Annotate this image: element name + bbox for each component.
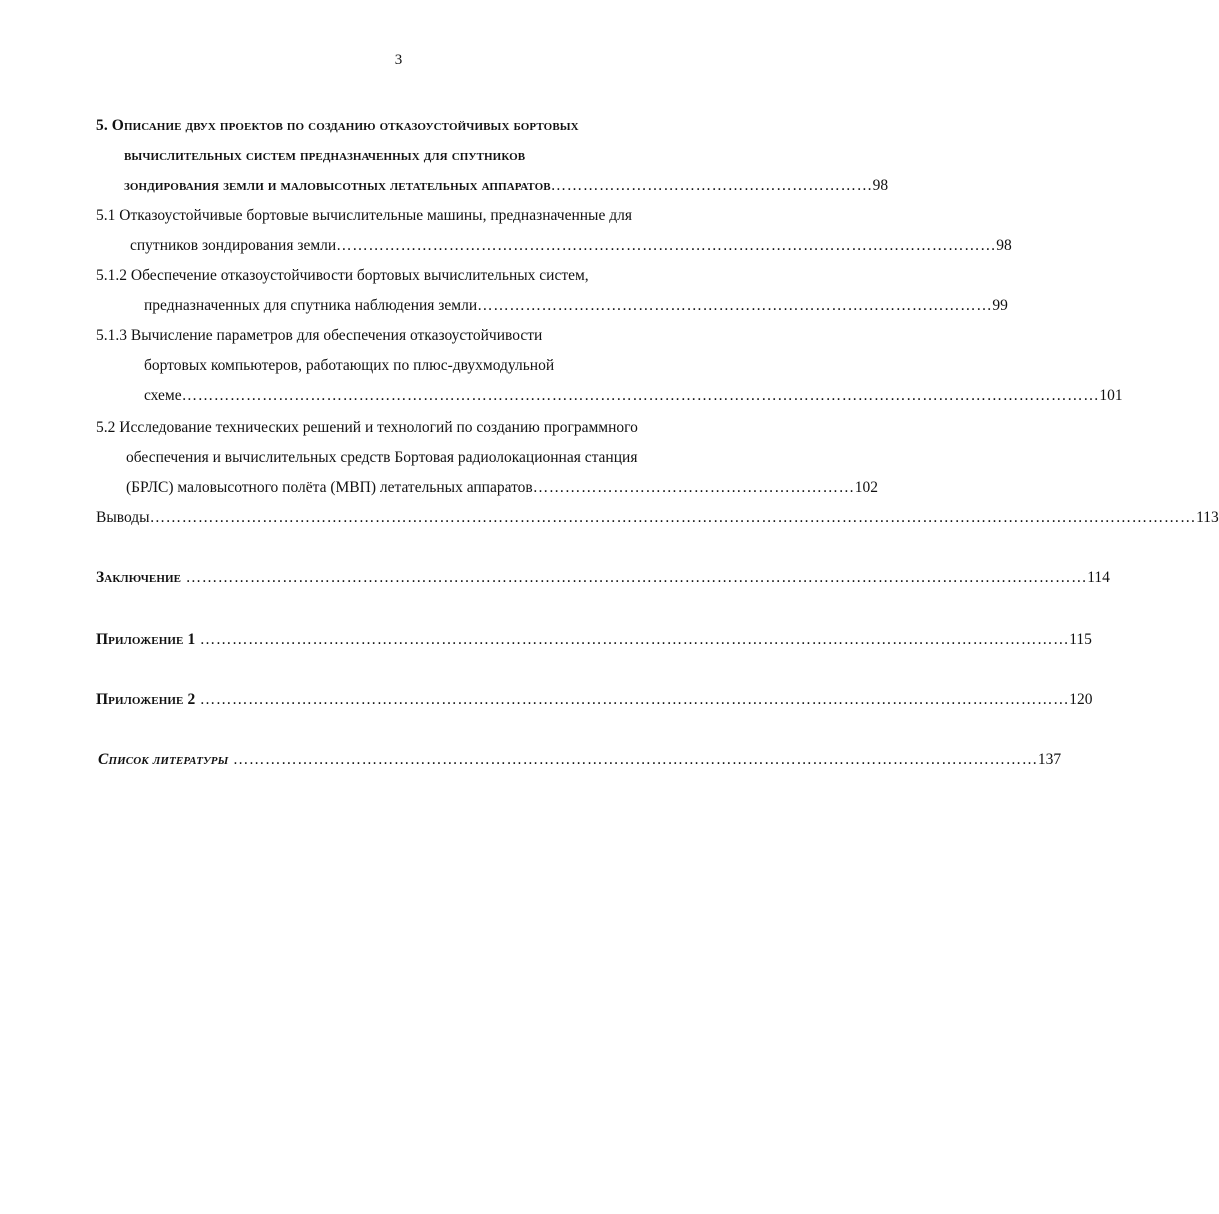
toc-s5-1-page: 98: [996, 237, 1012, 254]
toc-s5-1-2-line2: предназначенных для спутника наблюдения земли: [144, 297, 478, 314]
toc-s5-1-3-line2: бортовых компьютеров, работающих по плюс-двухмодульной: [144, 357, 555, 374]
dot-leader: ………………………………………………………………………………………………………………………………………………: [195, 691, 1070, 708]
dot-leader: ………………………………………………………………………………………………………………………………………………………: [181, 387, 1100, 404]
toc-s5-1-2-line1: 5.1.2 Обеспечение отказоустойчивости бортовых вычислительных систем,: [96, 267, 589, 284]
toc-appendix1-page: 115: [1069, 631, 1092, 648]
dot-leader: ……………………………………………………: [532, 479, 855, 496]
toc-s5-line1: 5. Описание двух проектов по созданию отказоустойчивых бортовых: [96, 117, 579, 134]
dot-leader: ……………………………………………………………………………………………………………………………………………………: [181, 569, 1088, 586]
toc-conclusions-page: 113: [1196, 509, 1219, 526]
toc-references-page: 137: [1037, 751, 1062, 768]
toc-entry-conclusions[interactable]: [96, 508, 1219, 528]
dot-leader: ……………………………………………………………………………………: [477, 297, 993, 314]
toc-s5-2-line2: обеспечения и вычислительных средств Бортовая радиолокационная станция: [126, 449, 638, 466]
toc-s5-1-3-line3: схеме: [144, 387, 182, 404]
toc-entry-appendix1[interactable]: [96, 630, 1092, 650]
toc-entry-s5-1[interactable]: [130, 236, 1012, 256]
toc-s5-2-line1: 5.2 Исследование технических решений и технологий по созданию программного: [96, 419, 638, 436]
toc-entry-appendix2[interactable]: [96, 690, 1093, 710]
toc-s5-line2: вычислительных систем предназначенных для спутников: [124, 147, 526, 164]
dot-leader: ……………………………………………………: [550, 177, 873, 194]
dot-leader: ……………………………………………………………………………………………………………………………………………………………………………: [149, 509, 1197, 526]
toc-entry-references[interactable]: [98, 750, 1062, 770]
dot-leader: ……………………………………………………………………………………………………………………………………: [228, 751, 1038, 768]
toc-entry-s5-1-2[interactable]: [144, 296, 1008, 316]
dot-leader: ……………………………………………………………………………………………………………: [336, 237, 997, 254]
page-number: 3: [394, 52, 403, 68]
toc-entry-zaklyuchenie[interactable]: [96, 568, 1110, 588]
toc-s5-line3: зондирования земли и маловысотных летательных аппаратов: [124, 177, 551, 194]
toc-appendix2-page: 120: [1069, 691, 1093, 708]
toc-entry-s5[interactable]: [124, 176, 889, 196]
toc-zaklyuchenie-page: 114: [1087, 569, 1110, 586]
toc-entry-s5-1-3[interactable]: [144, 386, 1123, 406]
toc-s5-page: 98: [872, 177, 889, 194]
toc-conclusions-label: Выводы: [96, 509, 150, 526]
toc-s5-1-3-line1: 5.1.3 Вычисление параметров для обеспечения отказоустойчивости: [96, 327, 543, 344]
toc-s5-1-2-page: 99: [992, 297, 1008, 314]
toc-references-label: Список литературы: [98, 751, 229, 768]
toc-appendix1-label: Приложение 1: [96, 631, 196, 648]
toc-appendix2-label: Приложение 2: [96, 691, 196, 708]
toc-s5-2-line3: (БРЛС) маловысотного полёта (МВП) летательных аппаратов: [126, 479, 533, 496]
toc-zaklyuchenie-label: Заключение: [96, 569, 182, 586]
toc-s5-1-3-page: 101: [1099, 387, 1123, 404]
toc-s5-1-line1: 5.1 Отказоустойчивые бортовые вычислительные машины, предназначенные для: [96, 207, 632, 224]
toc-entry-s5-2[interactable]: [126, 478, 878, 498]
toc-s5-2-page: 102: [854, 479, 878, 496]
toc-s5-1-line2: спутников зондирования земли: [130, 237, 337, 254]
dot-leader: ………………………………………………………………………………………………………………………………………………: [195, 631, 1070, 648]
